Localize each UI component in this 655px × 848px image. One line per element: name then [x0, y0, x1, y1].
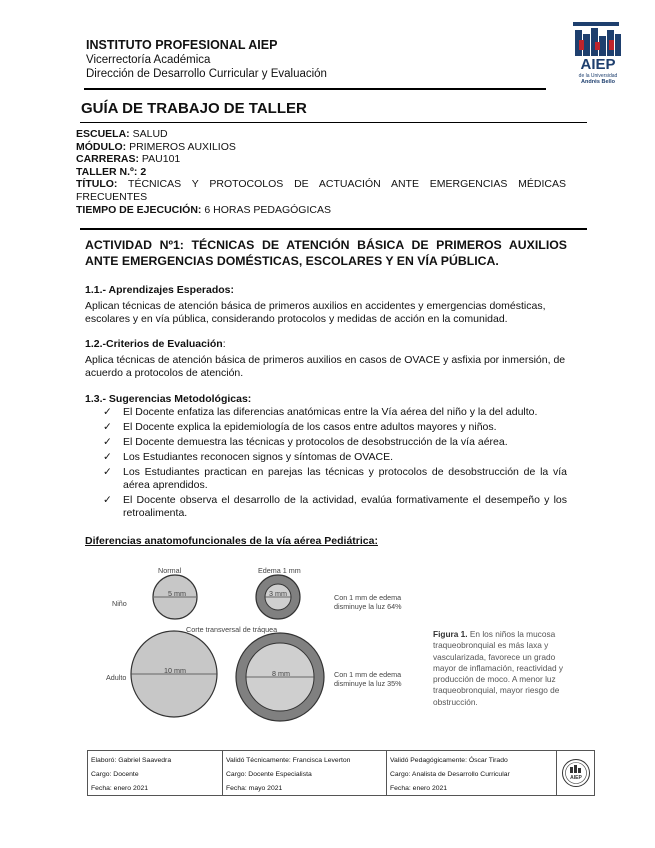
footer-elaboro: Elaboró: Gabriel Saavedra Cargo: Docente Fecha: enero 2021 [88, 751, 223, 795]
section-rule [80, 228, 587, 230]
label-adulto: Adulto [106, 673, 127, 682]
logo-text: AIEP [580, 56, 616, 73]
page-title: GUÍA DE TRABAJO DE TALLER [81, 100, 307, 117]
title-rule [80, 122, 587, 123]
section-heading: 1.1.- Aprendizajes Esperados: [85, 284, 234, 296]
section-heading: 1.2.-Criterios de Evaluación: [85, 338, 226, 350]
logo-subtext-1: de la Universidad [578, 73, 618, 79]
list-item: ✓ Los Estudiantes practican en parejas las técnicas y protocolos de desobstrucción de la vía aérea aprendidos. [103, 465, 567, 492]
institution-name: INSTITUTO PROFESIONAL AIEP [86, 38, 278, 52]
airway-figure [100, 560, 570, 730]
trachea-diagram [100, 560, 430, 730]
list-item: ✓ El Docente demuestra las técnicas y protocolos de desobstrucción de la vía aérea. [103, 435, 508, 448]
note-child: Con 1 mm de edema disminuye la luz 64% [334, 593, 402, 611]
label-adult-edema-mm: 8 mm [272, 669, 290, 678]
header-rule [84, 88, 546, 90]
meta-carreras: CARRERAS: PAU101 [76, 153, 181, 166]
activity-title: ACTIVIDAD Nº1: TÉCNICAS DE ATENCIÓN BÁSICA DE PRIMEROS AUXILIOS ANTE EMERGENCIAS DOMÉSTICAS, ESCOLARES Y EN VÍA PÚBLICA. [85, 238, 567, 268]
check-icon: ✓ [103, 435, 112, 448]
footer-table [87, 750, 595, 796]
label-corte: Corte transversal de tráquea [186, 625, 278, 634]
note-adult: Con 1 mm de edema disminuye la luz 35% [334, 670, 402, 688]
figure-description: Figura 1. En los niños la mucosa traqueobronquial es más laxa y vascularizada, favorece un grado mayor de inflamación, reactividad y producción de moco. A menor luz traqueobronquial, mayor riesgo de obstrucción. [433, 629, 564, 707]
check-icon: ✓ [103, 465, 112, 478]
aiep-seal-icon [561, 758, 591, 788]
label-adult-normal-mm: 10 mm [164, 666, 186, 675]
label-edema: Edema 1 mm [258, 566, 301, 575]
meta-titulo: TÍTULO: TÉCNICAS Y PROTOCOLOS DE ACTUACIÓN ANTE EMERGENCIAS MÉDICAS [76, 178, 566, 191]
aiep-logo [569, 20, 627, 86]
methodology-list [103, 406, 567, 522]
logo-subtext-2: Andrés Bello [581, 79, 615, 85]
section-criterios [85, 338, 567, 380]
section-text: Aplican técnicas de atención básica de primeros auxilios en accidentes y emergencias domésticas, escolares y en vía pública, considerando protocolos y medidas de acción en la comunidad. [85, 300, 546, 325]
label-child-edema-mm: 3 mm [269, 589, 287, 598]
footer-valido-tecnico: Validó Técnicamente: Francisca Leverton Cargo: Docente Especialista Fecha: mayo 2021 [223, 751, 387, 795]
list-item: ✓ El Docente enfatiza las diferencias anatómicas entre la Vía aérea del niño y la del adulto. [103, 406, 538, 418]
list-item: ✓ Los Estudiantes reconocen signos y síntomas de OVACE. [103, 450, 394, 463]
list-item: ✓ El Docente observa el desarrollo de la actividad, evalúa formativamente el desempeño y los retroalimenta. [103, 493, 567, 520]
list-item: ✓ El Docente explica la epidemiología de los casos entre adultos mayores y niños. [103, 420, 497, 433]
course-meta [76, 128, 566, 216]
direccion: Dirección de Desarrollo Curricular y Evaluación [86, 68, 327, 80]
section-heading: 1.3.- Sugerencias Metodológicas: [85, 393, 252, 405]
label-nino: Niño [112, 599, 127, 608]
check-icon: ✓ [103, 450, 112, 463]
check-icon: ✓ [103, 420, 112, 433]
figure-caption: Diferencias anatomofuncionales de la vía aérea Pediátrica: [85, 535, 378, 547]
meta-titulo-cont: FRECUENTES [76, 190, 148, 203]
meta-modulo: MÓDULO: PRIMEROS AUXILIOS [76, 140, 236, 153]
label-normal: Normal [158, 566, 182, 575]
svg-text:AIEP: AIEP [569, 775, 582, 781]
meta-tiempo: TIEMPO DE EJECUCIÓN: 6 HORAS PEDAGÓGICAS [76, 203, 331, 216]
meta-escuela: ESCUELA: SALUD [76, 128, 168, 140]
meta-taller: TALLER N.º: 2 [76, 165, 147, 178]
footer-seal [557, 751, 594, 795]
check-icon: ✓ [103, 493, 112, 506]
footer-valido-pedagogico: Validó Pedagógicamente: Óscar Tirado Cargo: Analista de Desarrollo Curricular Fecha: enero 2021 [387, 751, 557, 795]
section-text: Aplica técnicas de atención básica de primeros auxilios en casos de OVACE y asfixia por inmersión, de acuerdo a protocolos de atención. [85, 354, 566, 379]
section-sugerencias [85, 393, 567, 406]
institution-header [86, 38, 327, 81]
label-child-normal-mm: 5 mm [168, 589, 186, 598]
section-aprendizajes [85, 284, 567, 326]
vicerrectoria: Vicerrectoría Académica [86, 54, 211, 66]
check-icon: ✓ [103, 406, 112, 418]
